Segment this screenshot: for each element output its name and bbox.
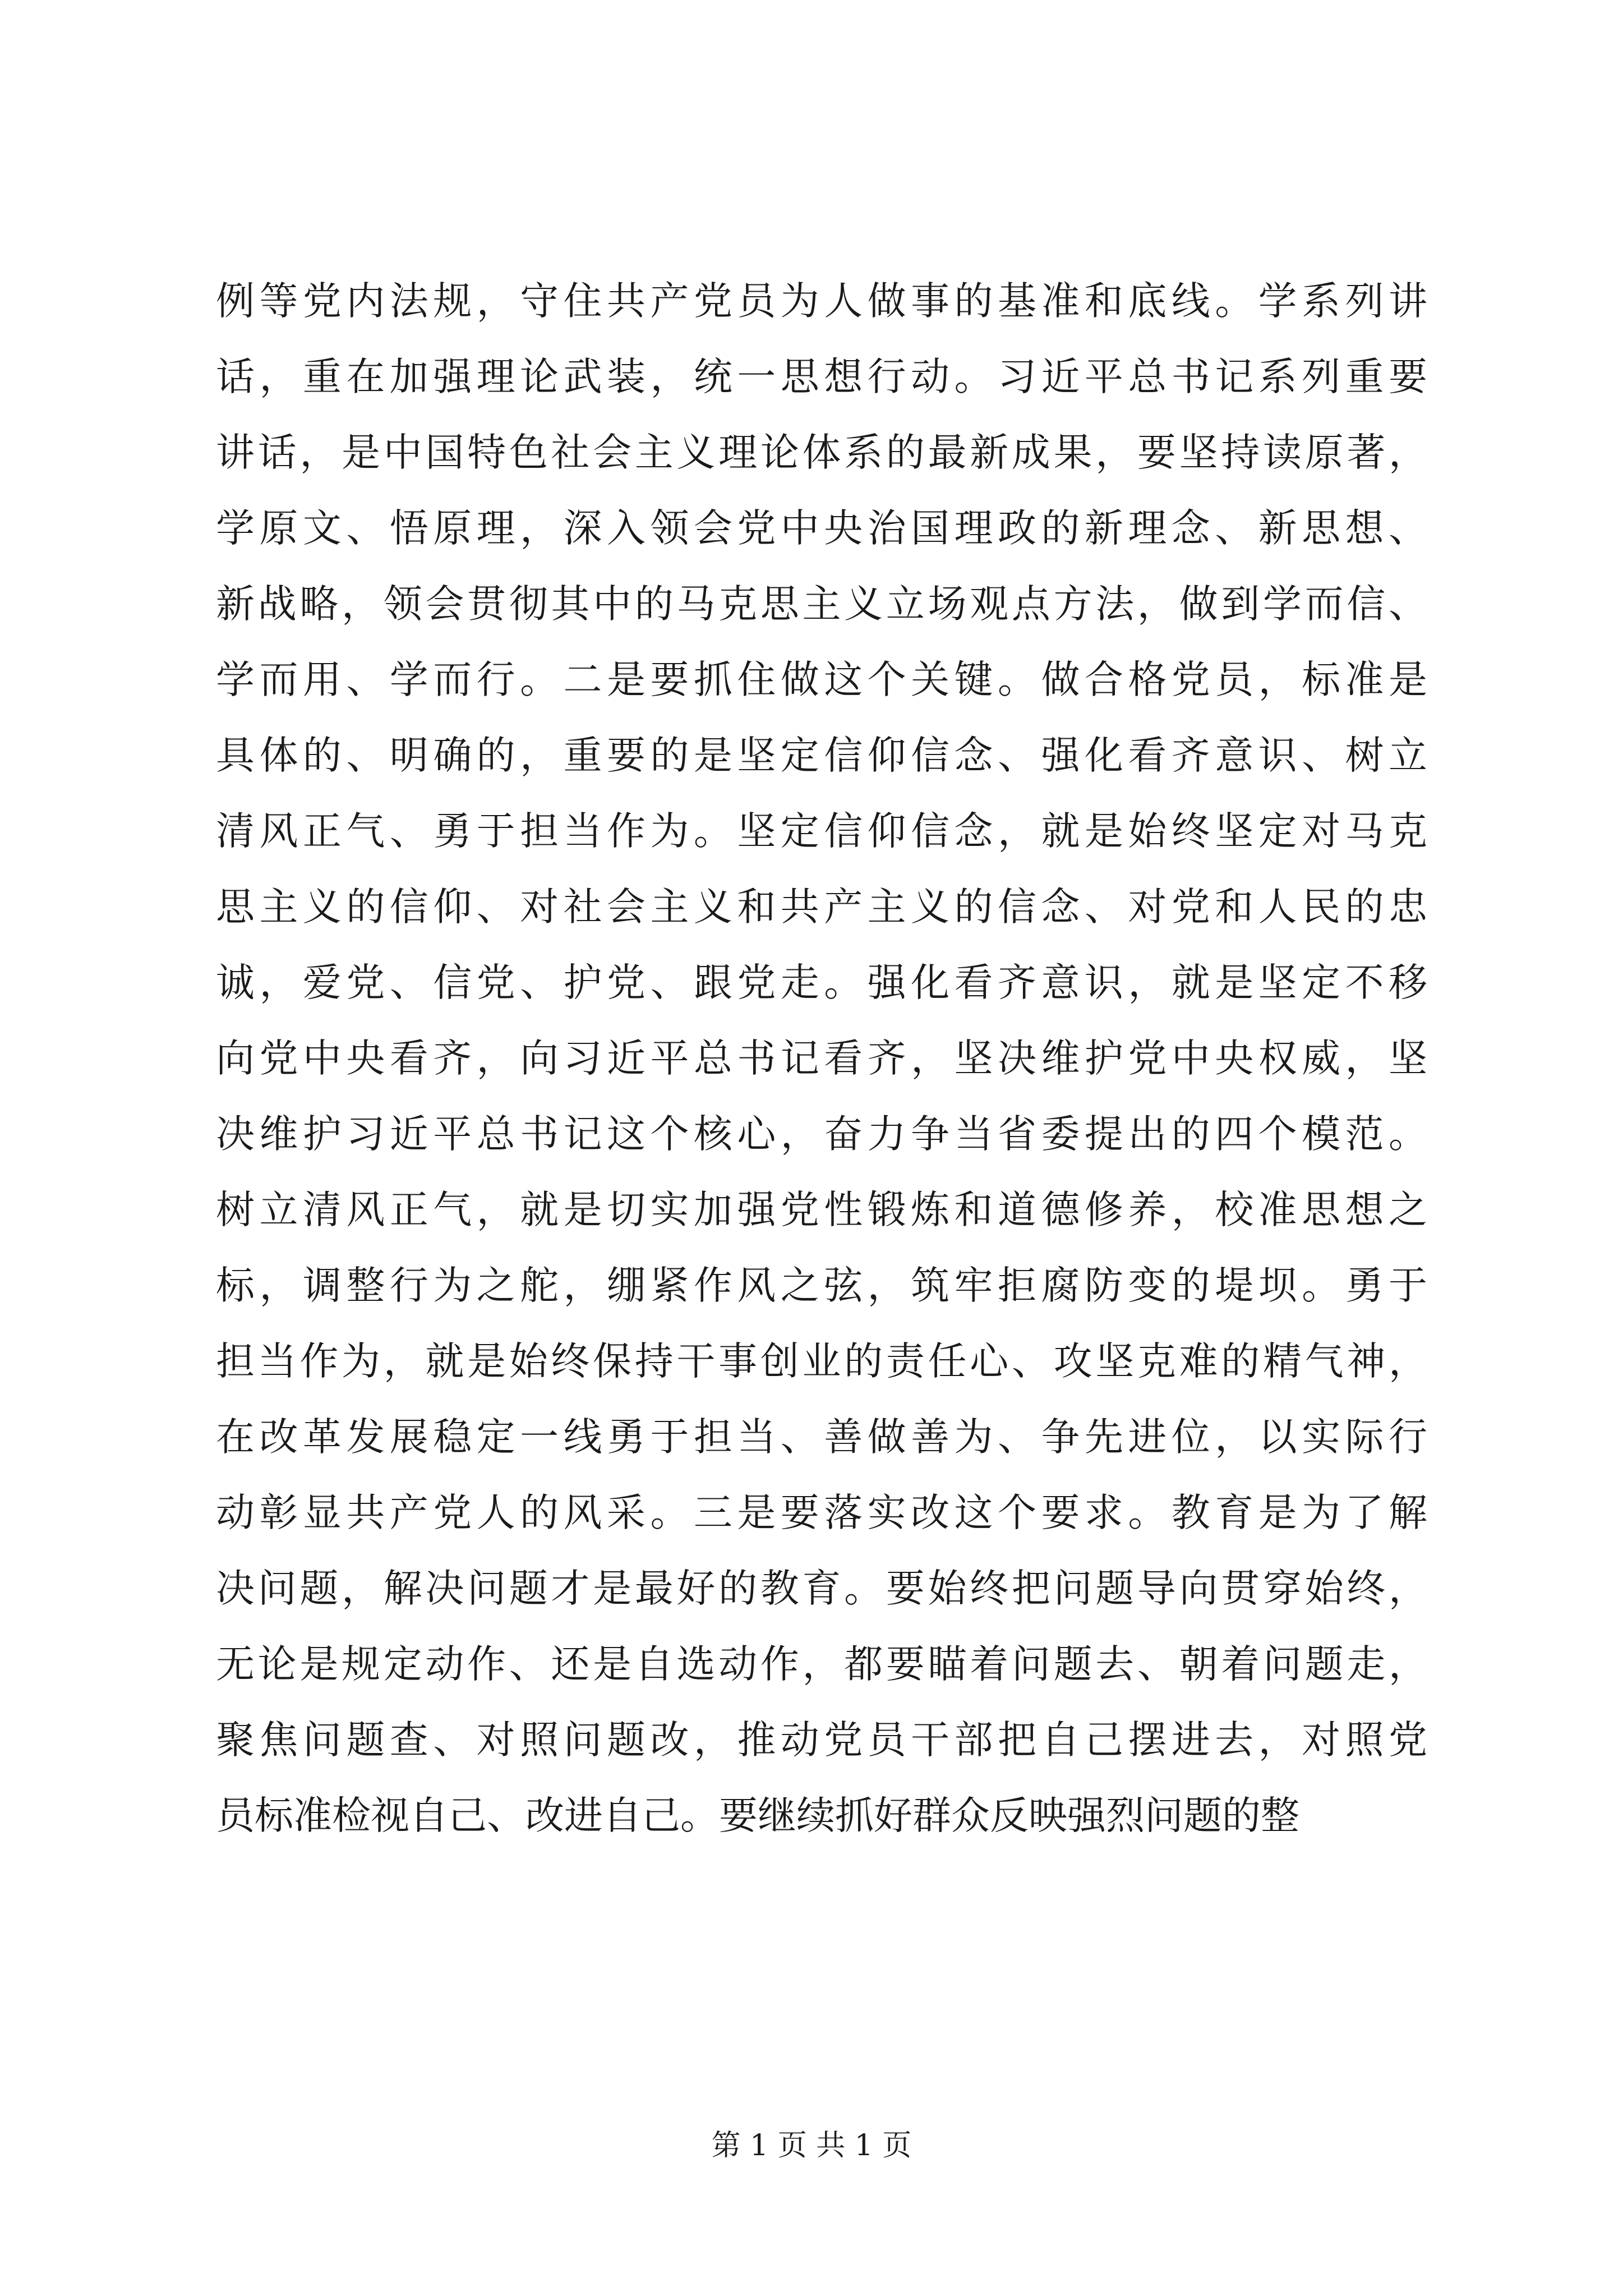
- text-line: 具体的、明确的，重要的是坚定信仰信念、强化看齐意识、树立: [216, 733, 1427, 778]
- text-line: 话，重在加强理论武装，统一思想行动。习近平总书记系列重要: [216, 355, 1427, 399]
- page-number-label: 第 1 页 共 1 页: [711, 2129, 912, 2162]
- text-line: 学而用、学而行。二是要抓住做这个关键。做合格党员，标准是: [216, 657, 1427, 702]
- text-line: 学原文、悟原理，深入领会党中央治国理政的新理念、新思想、: [216, 506, 1427, 551]
- text-line: 讲话，是中国特色社会主义理论体系的最新成果，要坚持读原著，: [216, 430, 1427, 475]
- text-line: 思主义的信仰、对社会主义和共产主义的信念、对党和人民的忠: [216, 885, 1427, 930]
- text-line: 无论是规定动作、还是自选动作，都要瞄着问题去、朝着问题走，: [216, 1642, 1427, 1687]
- text-line: 诚，爱党、信党、护党、跟党走。强化看齐意识，就是坚定不移: [216, 960, 1427, 1005]
- text-line: 决维护习近平总书记这个核心，奋力争当省委提出的四个模范。: [216, 1112, 1427, 1157]
- text-line: 决问题，解决问题才是最好的教育。要始终把问题导向贯穿始终，: [216, 1566, 1427, 1611]
- text-line: 在改革发展稳定一线勇于担当、善做善为、争先进位，以实际行: [216, 1415, 1427, 1460]
- text-line: 员标准检视自己、改进自己。要继续抓好群众反映强烈问题的整: [216, 1793, 1299, 1838]
- text-line: 向党中央看齐，向习近平总书记看齐，坚决维护党中央权威，坚: [216, 1036, 1427, 1081]
- page-footer: [0, 2126, 1623, 2165]
- text-line: 树立清风正气，就是切实加强党性锻炼和道德修养，校准思想之: [216, 1188, 1427, 1232]
- text-line: 例等党内法规，守住共产党员为人做事的基准和底线。学系列讲: [216, 279, 1427, 324]
- text-line: 标，调整行为之舵，绷紧作风之弦，筑牢拒腐防变的堤坝。勇于: [216, 1263, 1427, 1308]
- text-line: 动彰显共产党人的风采。三是要落实改这个要求。教育是为了解: [216, 1490, 1427, 1535]
- text-line: 担当作为，就是始终保持干事创业的责任心、攻坚克难的精气神，: [216, 1339, 1427, 1384]
- body-text: [216, 264, 1427, 1854]
- text-line: 清风正气、勇于担当作为。坚定信仰信念，就是始终坚定对马克: [216, 809, 1427, 854]
- text-line: 聚焦问题查、对照问题改，推动党员干部把自己摆进去，对照党: [216, 1718, 1427, 1763]
- text-line: 新战略，领会贯彻其中的马克思主义立场观点方法，做到学而信、: [216, 582, 1427, 627]
